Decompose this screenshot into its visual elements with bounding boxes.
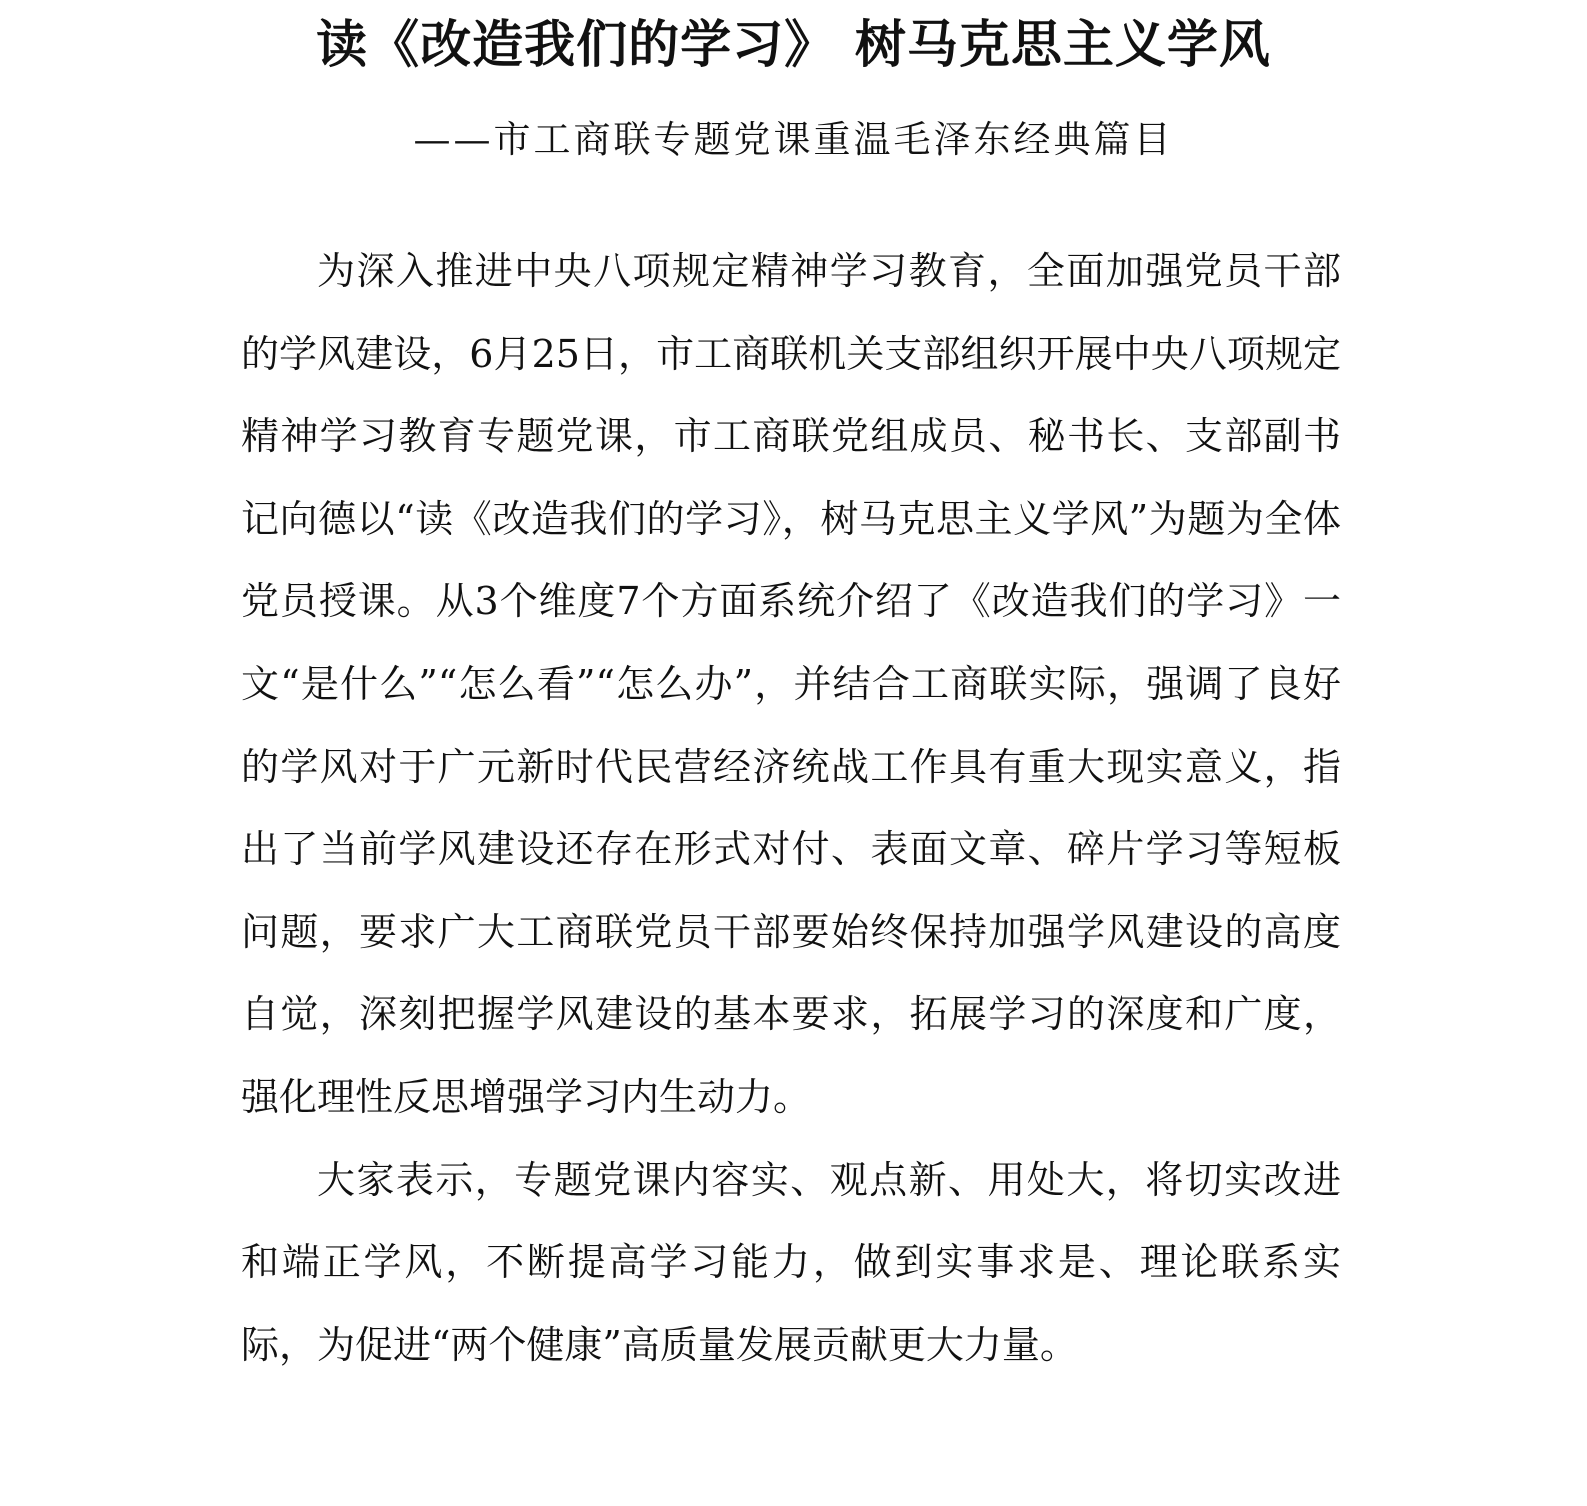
article-subtitle: ——市工商联专题党课重温毛泽东经典篇目 xyxy=(413,118,1174,161)
article-title: 读《改造我们的学习》 树马克思主义学风 xyxy=(316,16,1271,75)
article-body xyxy=(241,230,1341,1386)
body-paragraph: 大家表示，专题党课内容实、观点新、用处大，将切实改进和端正学风，不断提高学习能力，做到实事求是、理论联系实际，为促进“两个健康”高质量发展贡献更大力量。 xyxy=(241,1157,1341,1367)
body-paragraph: 为深入推进中央八项规定精神学习教育，全面加强党员干部的学风建设，6月25日，市工商联机关支部组织开展中央八项规定精神学习教育专题党课，市工商联党组成员、秘书长、支部副书记向德以“读《改造我们的学习》，树马克思主义学风”为题为全体党员授课。从3个维度7个方面系统介绍了《改造我们的学习》一文“是什么”“怎么看”“怎么办”，并结合工商联实际，强调了良好的学风对于广元新时代民营经济统战工作具有重大现实意义，指出了当前学风建设还存在形式对付、表面文章、碎片学习等短板问题，要求广大工商联党员干部要始终保持加强学风建设的高度自觉，深刻把握学风建设的基本要求，拓展学习的深度和广度，强化理性反思增强学习内生动力。 xyxy=(241,249,1341,1119)
